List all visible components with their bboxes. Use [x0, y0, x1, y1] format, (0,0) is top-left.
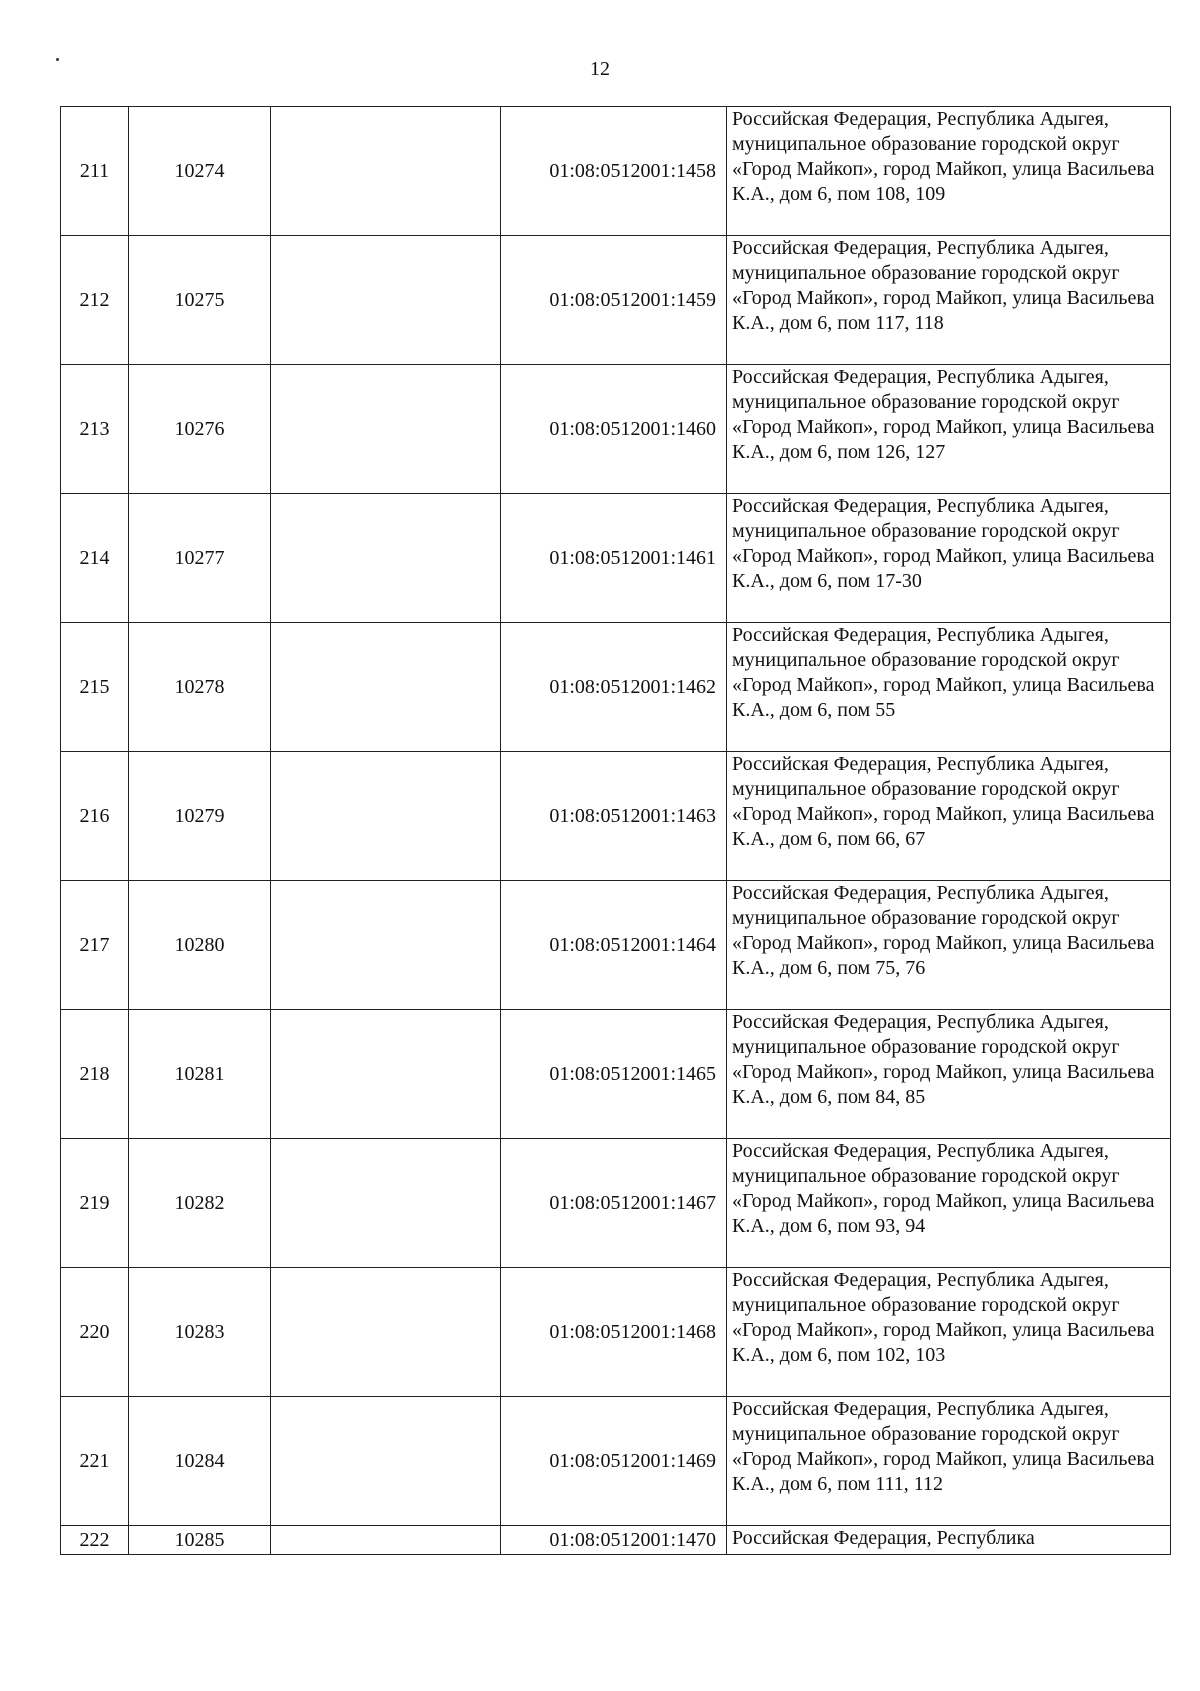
cadastral-number-cell: 01:08:0512001:1461 [501, 494, 727, 623]
table-row [61, 494, 1171, 623]
registry-number-cell: 10280 [129, 881, 271, 1010]
empty-cell [271, 1397, 501, 1526]
page-number: 12 [590, 58, 610, 80]
table-row [61, 1139, 1171, 1268]
registry-number-cell: 10278 [129, 623, 271, 752]
cadastral-number-cell: 01:08:0512001:1468 [501, 1268, 727, 1397]
cadastral-number-cell: 01:08:0512001:1463 [501, 752, 727, 881]
registry-number-cell: 10274 [129, 107, 271, 236]
empty-cell [271, 1268, 501, 1397]
registry-number-cell: 10285 [129, 1526, 271, 1555]
registry-table [60, 106, 1171, 1555]
address-cell: Российская Федерация, Республика Адыгея, муниципальное образование городской округ «Город Майкоп», город Майкоп, улица Васильева К.А., дом 6, пом 84, 85 [727, 1010, 1171, 1139]
table-row [61, 623, 1171, 752]
row-number-cell: 221 [61, 1397, 129, 1526]
registry-number-cell: 10277 [129, 494, 271, 623]
cadastral-number-cell: 01:08:0512001:1460 [501, 365, 727, 494]
address-cell: Российская Федерация, Республика Адыгея, муниципальное образование городской округ «Город Майкоп», город Майкоп, улица Васильева К.А., дом 6, пом 111, 112 [727, 1397, 1171, 1526]
row-number-cell: 220 [61, 1268, 129, 1397]
registry-number-cell: 10275 [129, 236, 271, 365]
table-row [61, 752, 1171, 881]
table-row [61, 1268, 1171, 1397]
registry-number-cell: 10282 [129, 1139, 271, 1268]
empty-cell [271, 1010, 501, 1139]
row-number-cell: 219 [61, 1139, 129, 1268]
table-body [61, 107, 1171, 1555]
empty-cell [271, 107, 501, 236]
table-row [61, 1526, 1171, 1555]
address-cell: Российская Федерация, Республика Адыгея, муниципальное образование городской округ «Город Майкоп», город Майкоп, улица Васильева К.А., дом 6, пом 108, 109 [727, 107, 1171, 236]
cadastral-number-cell: 01:08:0512001:1467 [501, 1139, 727, 1268]
empty-cell [271, 236, 501, 365]
address-cell: Российская Федерация, Республика Адыгея, муниципальное образование городской округ «Город Майкоп», город Майкоп, улица Васильева К.А., дом 6, пом 102, 103 [727, 1268, 1171, 1397]
address-cell: Российская Федерация, Республика Адыгея, муниципальное образование городской округ «Город Майкоп», город Майкоп, улица Васильева К.А., дом 6, пом 66, 67 [727, 752, 1171, 881]
empty-cell [271, 623, 501, 752]
row-number-cell: 216 [61, 752, 129, 881]
registry-number-cell: 10276 [129, 365, 271, 494]
registry-number-cell: 10279 [129, 752, 271, 881]
row-number-cell: 222 [61, 1526, 129, 1555]
address-cell: Российская Федерация, Республика Адыгея, муниципальное образование городской округ «Город Майкоп», город Майкоп, улица Васильева К.А., дом 6, пом 17-30 [727, 494, 1171, 623]
cadastral-number-cell: 01:08:0512001:1465 [501, 1010, 727, 1139]
registry-number-cell: 10284 [129, 1397, 271, 1526]
cadastral-number-cell: 01:08:0512001:1459 [501, 236, 727, 365]
registry-number-cell: 10283 [129, 1268, 271, 1397]
address-cell: Российская Федерация, Республика Адыгея, муниципальное образование городской округ «Город Майкоп», город Майкоп, улица Васильева К.А., дом 6, пом 75, 76 [727, 881, 1171, 1010]
empty-cell [271, 752, 501, 881]
address-cell: Российская Федерация, Республика Адыгея, муниципальное образование городской округ «Город Майкоп», город Майкоп, улица Васильева К.А., дом 6, пом 55 [727, 623, 1171, 752]
table-row [61, 1397, 1171, 1526]
empty-cell [271, 1526, 501, 1555]
address-cell: Российская Федерация, Республика Адыгея, муниципальное образование городской округ «Город Майкоп», город Майкоп, улица Васильева К.А., дом 6, пом 117, 118 [727, 236, 1171, 365]
address-cell: Российская Федерация, Республика [727, 1526, 1171, 1555]
row-number-cell: 218 [61, 1010, 129, 1139]
cadastral-number-cell: 01:08:0512001:1469 [501, 1397, 727, 1526]
empty-cell [271, 881, 501, 1010]
table-row [61, 107, 1171, 236]
table-row [61, 881, 1171, 1010]
cadastral-number-cell: 01:08:0512001:1464 [501, 881, 727, 1010]
address-cell: Российская Федерация, Республика Адыгея, муниципальное образование городской округ «Город Майкоп», город Майкоп, улица Васильева К.А., дом 6, пом 126, 127 [727, 365, 1171, 494]
table-row [61, 1010, 1171, 1139]
empty-cell [271, 494, 501, 623]
empty-cell [271, 1139, 501, 1268]
table-row [61, 236, 1171, 365]
row-number-cell: 213 [61, 365, 129, 494]
row-number-cell: 215 [61, 623, 129, 752]
table-row [61, 365, 1171, 494]
cadastral-number-cell: 01:08:0512001:1462 [501, 623, 727, 752]
cadastral-number-cell: 01:08:0512001:1458 [501, 107, 727, 236]
cadastral-number-cell: 01:08:0512001:1470 [501, 1526, 727, 1555]
row-number-cell: 214 [61, 494, 129, 623]
row-number-cell: 212 [61, 236, 129, 365]
empty-cell [271, 365, 501, 494]
address-cell: Российская Федерация, Республика Адыгея, муниципальное образование городской округ «Город Майкоп», город Майкоп, улица Васильева К.А., дом 6, пом 93, 94 [727, 1139, 1171, 1268]
row-number-cell: 211 [61, 107, 129, 236]
row-number-cell: 217 [61, 881, 129, 1010]
registry-number-cell: 10281 [129, 1010, 271, 1139]
